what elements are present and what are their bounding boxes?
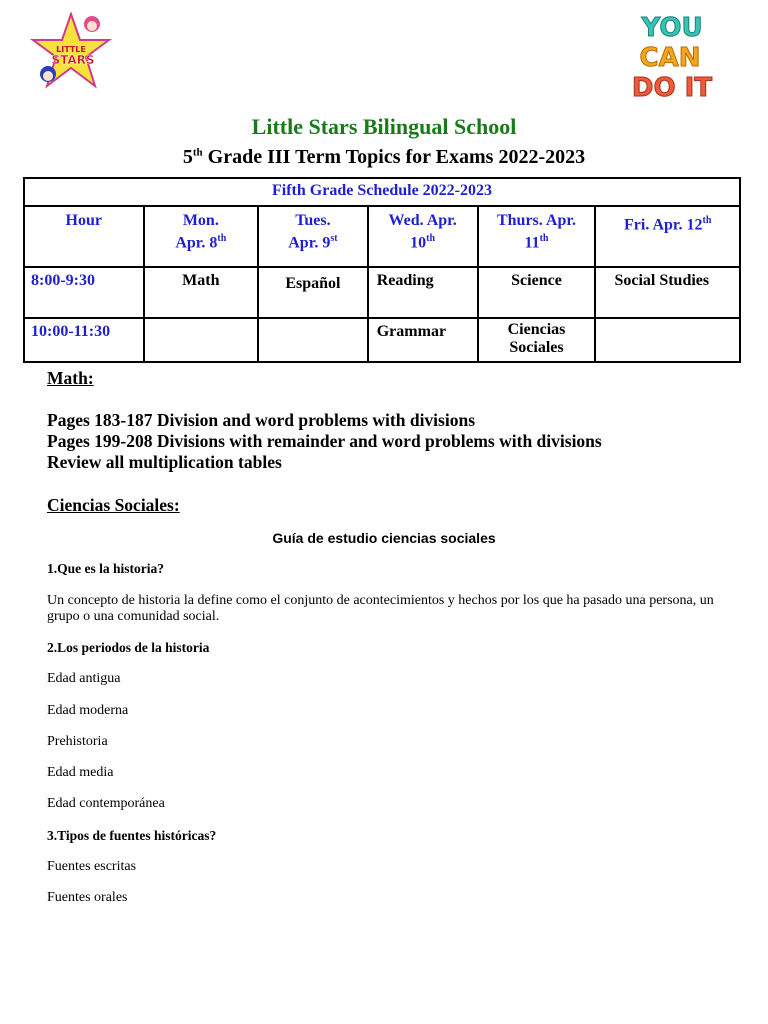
header-thurs-suffix: th [539, 233, 549, 244]
svg-text:CAN: CAN [639, 43, 701, 73]
math-topic: Pages 199-208 Divisions with remainder and word problems with divisions [47, 431, 602, 451]
list-item: Edad media [47, 765, 114, 780]
study-guide-title: Guía de estudio ciencias sociales [272, 530, 496, 546]
svg-text:LITTLE: LITTLE [56, 45, 86, 54]
header-mon-date: Apr. 8 [175, 234, 218, 252]
header-mon [144, 206, 259, 267]
header-thurs-date: 11 [524, 234, 540, 252]
svg-text:YOU: YOU [641, 13, 703, 43]
header-tues [258, 206, 368, 267]
math-topics [47, 410, 602, 473]
header-fri-day: Fri. Apr. 12 [624, 216, 703, 234]
table-cell: Math [144, 267, 259, 318]
header-wed-date: 10 [410, 234, 427, 252]
table-cell: Español [258, 267, 368, 318]
list-item: Edad contemporánea [47, 796, 165, 811]
header-hour [24, 206, 144, 267]
list-item: Edad moderna [47, 703, 129, 718]
page-title [0, 146, 768, 169]
schedule-row [24, 267, 740, 318]
table-cell [595, 318, 740, 362]
row-hour: 8:00-9:30 [24, 267, 144, 318]
header-thurs-day: Thurs. Apr. [496, 212, 576, 229]
school-name: Little Stars Bilingual School [251, 114, 517, 139]
math-topic: Pages 183-187 Division and word problems with divisions [47, 410, 476, 430]
question-2: 2.Los periodos de la historia [47, 640, 210, 655]
ciencias-sociales-heading: Ciencias Sociales: [47, 495, 180, 515]
list-item: Fuentes orales [47, 890, 128, 905]
table-cell: Science [478, 267, 596, 318]
header-tues-suffix: st [330, 233, 338, 244]
question-3: 3.Tipos de fuentes históricas? [47, 828, 217, 843]
header-mon-suffix: th [217, 233, 227, 244]
table-cell [144, 318, 259, 362]
title-grade-number: 5 [182, 146, 193, 168]
header-mon-day: Mon. [182, 212, 219, 229]
list-item: Edad antigua [47, 671, 121, 686]
schedule-caption: Fifth Grade Schedule 2022-2023 [24, 178, 740, 206]
math-heading: Math: [47, 368, 94, 388]
header-wed [368, 206, 478, 267]
math-topic: Review all multiplication tables [47, 452, 282, 472]
schedule-table [23, 177, 741, 363]
header-wed-day: Wed. Apr. [388, 212, 457, 229]
table-cell: Reading [368, 267, 478, 318]
svg-text:DO IT: DO IT [631, 73, 713, 102]
header-hour-label: Hour [65, 212, 102, 229]
schedule-row [24, 318, 740, 362]
header-thurs [478, 206, 596, 267]
table-cell: Ciencias Sociales [478, 318, 596, 362]
title-rest: Grade III Term Topics for Exams 2022-2023 [202, 146, 586, 168]
header-fri [595, 206, 740, 267]
title-grade-suffix: th [192, 146, 203, 159]
row-hour: 10:00-11:30 [24, 318, 144, 362]
svg-text:STARS: STARS [51, 53, 95, 67]
you-can-do-it-logo [620, 10, 724, 102]
header-tues-date: Apr. 9 [288, 234, 331, 252]
schedule-header-row [24, 206, 740, 267]
answer-1: Un concepto de historia la define como el conjunto de acontecimientos y hechos por los que ha pasado una persona, un grupo o una comunidad social. [47, 593, 714, 624]
table-cell [258, 318, 368, 362]
list-item: Fuentes escritas [47, 859, 137, 874]
table-cell: Grammar [368, 318, 478, 362]
header-fri-suffix: th [702, 215, 712, 226]
question-1: 1.Que es la historia? [47, 561, 164, 576]
table-cell: Social Studies [595, 267, 740, 318]
header-wed-suffix: th [426, 233, 436, 244]
header-tues-day: Tues. [295, 212, 331, 229]
little-stars-logo [30, 12, 112, 90]
list-item: Prehistoria [47, 734, 108, 749]
